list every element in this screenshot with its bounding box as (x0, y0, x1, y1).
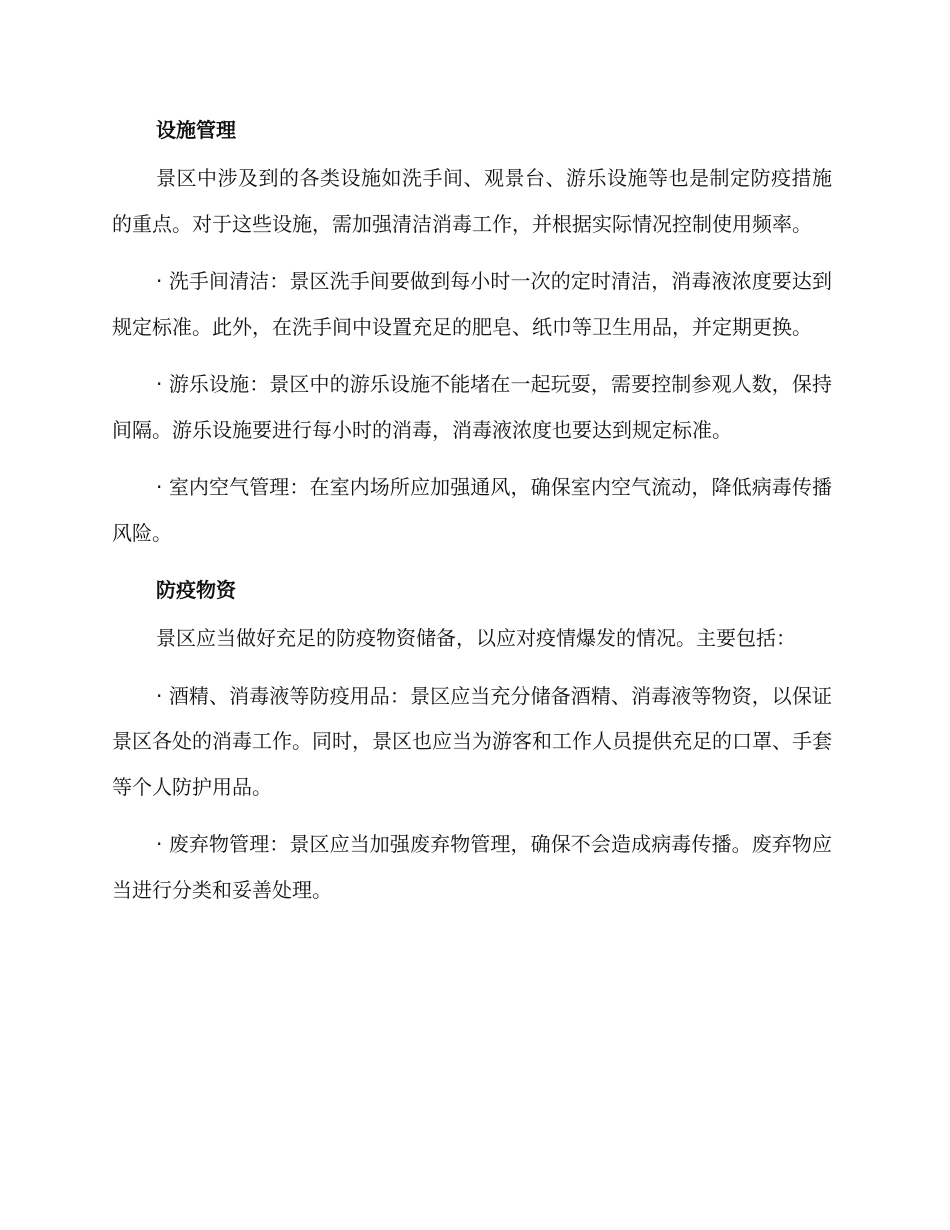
document-page (112, 108, 832, 925)
restroom-cleaning-paragraph: · 洗手间清洁：景区洗手间要做到每小时一次的定时清洁，消毒液浓度要达到规定标准。此外，在洗手间中设置充足的肥皂、纸巾等卫生用品，并定期更换。 (112, 269, 832, 339)
amusement-facilities-paragraph: · 游乐设施：景区中的游乐设施不能堵在一起玩耍，需要控制参观人数，保持间隔。游乐设施要进行每小时的消毒，消毒液浓度也要达到规定标准。 (112, 372, 832, 442)
disinfectant-supplies-paragraph: · 酒精、消毒液等防疫用品：景区应当充分储备酒精、消毒液等物资，以保证景区各处的消毒工作。同时，景区也应当为游客和工作人员提供充足的口罩、手套等个人防护用品。 (112, 683, 832, 799)
section-heading-supplies: 防疫物资 (156, 578, 236, 602)
section-heading-facilities: 设施管理 (156, 118, 236, 142)
waste-management-paragraph: · 废弃物管理：景区应当加强废弃物管理，确保不会造成病毒传播。废弃物应当进行分类和妥善处理。 (112, 832, 832, 902)
facilities-intro-paragraph: 景区中涉及到的各类设施如洗手间、观景台、游乐设施等也是制定防疫措施的重点。对于这些设施，需加强清洁消毒工作，并根据实际情况控制使用频率。 (112, 166, 832, 236)
supplies-intro-paragraph: 景区应当做好充足的防疫物资储备，以应对疫情爆发的情况。主要包括： (156, 626, 796, 650)
indoor-air-paragraph: · 室内空气管理：在室内场所应加强通风，确保室内空气流动，降低病毒传播风险。 (112, 475, 832, 545)
